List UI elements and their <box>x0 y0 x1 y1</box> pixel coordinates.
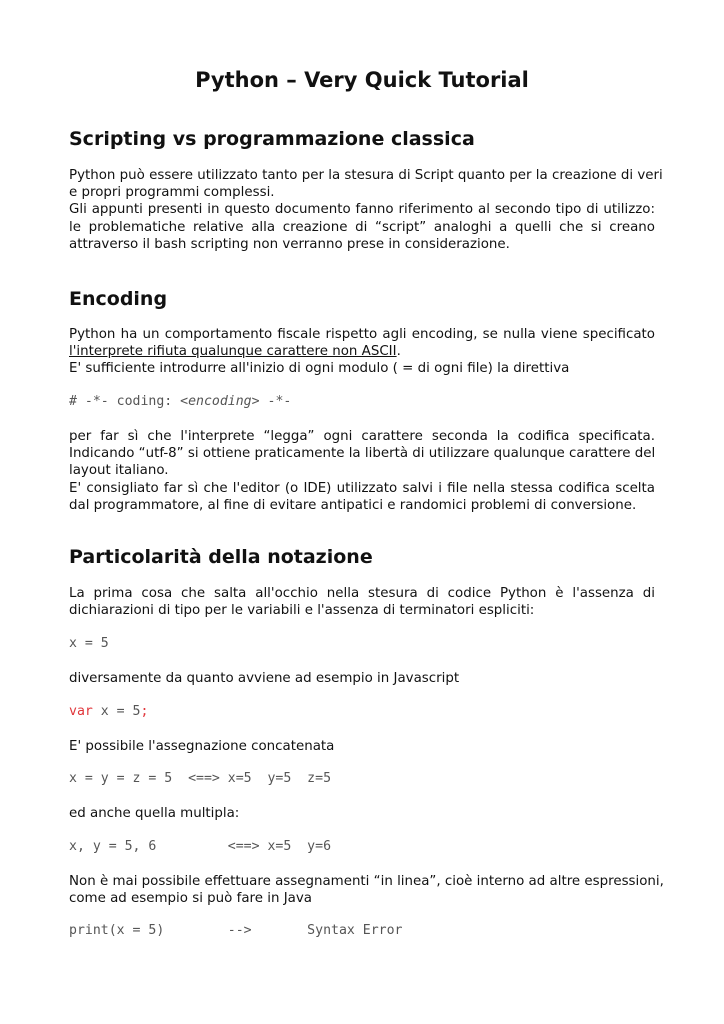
paragraph-encoding-intro <box>69 326 655 378</box>
text-line: Gli appunti presenti in questo documento fanno riferimento al secondo tipo di utilizzo: <box>69 202 655 218</box>
text-line: Non è mai possibile effettuare assegnamenti “in linea”, cioè interno ad altre espressioni, <box>69 874 664 889</box>
code-chained-assignment: x = y = z = 5 <==> x=5 y=5 z=5 <box>69 771 332 786</box>
text-line: attraverso il bash scripting non verranno prese in considerazione. <box>69 236 510 252</box>
code-coding-directive <box>69 394 291 409</box>
heading-scripting: Scripting vs programmazione classica <box>69 128 475 150</box>
text-line: E' possibile l'assegnazione concatenata <box>69 739 335 754</box>
paragraph-multiple-assignment <box>69 805 655 822</box>
text-line: le problematiche relative alla creazione di “script” analoghi a quelli che si creano <box>69 219 655 235</box>
text-line: e propri programmi complessi. <box>69 185 275 201</box>
code-simple-assignment: x = 5 <box>69 636 109 651</box>
code-keyword: var <box>69 704 93 719</box>
text-line: dal programmatore, al fine di evitare antipatici e randomici problemi di conversione. <box>69 497 637 513</box>
text-line: E' consigliato far sì che l'editor (o IDE) utilizzato salvi i file nella stessa codifica scelta <box>69 480 655 496</box>
underlined-text: l'interprete rifiuta qualunque carattere non ASCII <box>69 344 397 360</box>
text-line: per far sì che l'interprete “legga” ogni carattere seconda la codifica specificata. <box>69 429 655 444</box>
text-line: La prima cosa che salta all'occhio nella stesura di codice Python è l'assenza di <box>69 586 655 601</box>
heading-notazione: Particolarità della notazione <box>69 546 373 568</box>
paragraph-javascript <box>69 670 655 687</box>
paragraph-chained-assignment <box>69 738 655 755</box>
document-title: Python – Very Quick Tutorial <box>195 68 529 92</box>
code-fragment: x = 5 <box>92 704 141 719</box>
code-placeholder: encoding <box>188 394 252 409</box>
heading-encoding: Encoding <box>69 288 168 310</box>
text-line: dichiarazioni di tipo per le variabili e l'assenza di terminatori espliciti: <box>69 603 535 619</box>
text-line: diversamente da quanto avviene ad esempio in Javascript <box>69 671 460 686</box>
code-javascript-example <box>69 704 148 719</box>
text-line: layout italiano. <box>69 463 169 479</box>
code-semicolon: ; <box>140 704 149 719</box>
paragraph-inline-assignment <box>69 873 664 907</box>
text-fragment: . <box>396 344 401 360</box>
text-line: Indicando “utf-8” si ottiene praticamente la libertà di utilizzare qualunque carattere del <box>69 446 656 462</box>
text-line: Python può essere utilizzato tanto per la stesura di Script quanto per la creazione di veri <box>69 168 663 183</box>
text-line: come ad esempio si può fare in Java <box>69 891 312 907</box>
paragraph-scripting <box>69 167 663 253</box>
paragraph-notazione-intro <box>69 585 655 619</box>
code-fragment: # -*- coding: < <box>69 394 189 409</box>
code-multiple-assignment: x, y = 5, 6 <==> x=5 y=6 <box>69 839 332 854</box>
paragraph-encoding-details <box>69 428 655 514</box>
text-line: ed anche quella multipla: <box>69 806 240 821</box>
code-syntax-error-example: print(x = 5) --> Syntax Error <box>69 923 403 938</box>
code-fragment: > -*- <box>251 394 292 409</box>
text-line: Python ha un comportamento fiscale rispetto agli encoding, se nulla viene specificato <box>69 327 655 342</box>
text-line <box>69 343 655 360</box>
text-line: E' sufficiente introdurre all'inizio di ogni modulo ( = di ogni file) la direttiva <box>69 361 570 377</box>
